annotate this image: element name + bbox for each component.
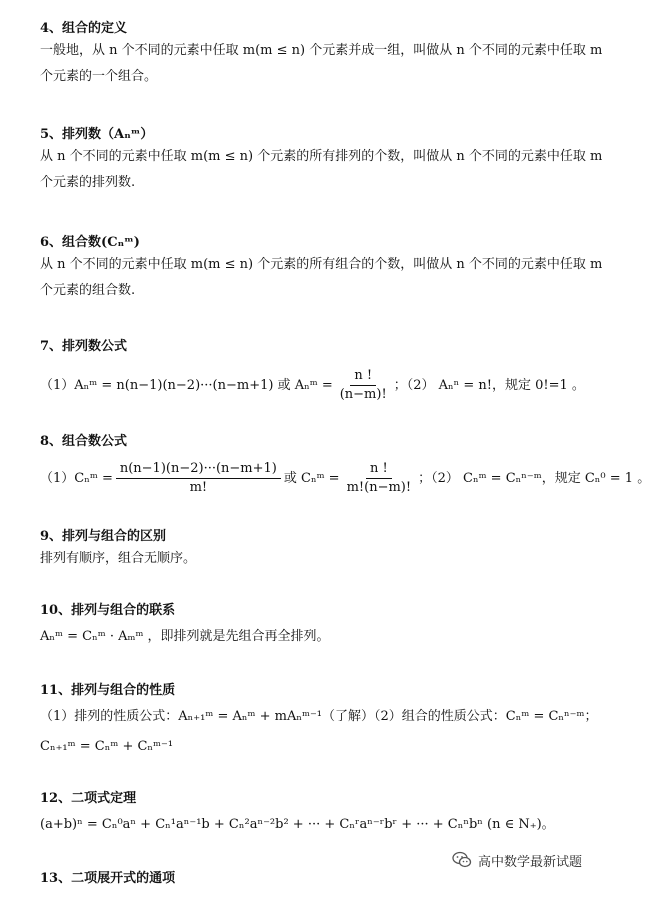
fraction-denominator: m! xyxy=(189,480,208,495)
section-relation xyxy=(40,602,610,650)
section-body: 从 n 个不同的元素中任取 m(m ≤ n) 个元素的所有排列的个数，叫做从 n 个不同的元素中任取 m 个元素的排列数. xyxy=(40,149,603,190)
section-heading: 10、排列与组合的联系 xyxy=(40,603,176,618)
fraction xyxy=(343,461,416,496)
section-body: Aₙᵐ = Cₙᵐ · Aₘᵐ ，即排列就是先组合再全排列。 xyxy=(40,629,330,644)
fraction-denominator: (n−m)! xyxy=(339,387,387,402)
section-general-term xyxy=(40,870,610,888)
section-heading: 7、排列数公式 xyxy=(40,339,128,354)
formula-text: ；（2） Cₙᵐ = Cₙⁿ⁻ᵐ，规定 Cₙ⁰ = 1 。 xyxy=(418,470,650,486)
fraction-numerator: n ! xyxy=(350,368,376,386)
section-heading: 6、组合数(Cₙᵐ) xyxy=(40,235,140,250)
watermark-label: 高中数学最新试题 xyxy=(478,853,583,869)
section-heading: 5、排列数（Aₙᵐ） xyxy=(40,127,154,142)
section-binomial-theorem xyxy=(40,790,610,838)
formula-line xyxy=(40,368,610,403)
section-heading: 13、二项展开式的通项 xyxy=(40,871,176,886)
section-heading: 11、排列与组合的性质 xyxy=(40,683,176,698)
section-body: Cₙ₊₁ᵐ = Cₙᵐ + Cₙᵐ⁻¹ xyxy=(40,739,174,754)
section-combination-formula xyxy=(40,433,650,496)
section-body: (a+b)ⁿ = Cₙ⁰aⁿ + Cₙ¹aⁿ⁻¹b + Cₙ²aⁿ⁻²b² + ··· + Cₙʳaⁿ⁻ʳbʳ + ··· + Cₙⁿbⁿ (n ∈ N₊)。 xyxy=(40,817,555,832)
section-body: 从 n 个不同的元素中任取 m(m ≤ n) 个元素的所有组合的个数，叫做从 n 个不同的元素中任取 m 个元素的组合数. xyxy=(40,257,603,298)
section-combination-definition xyxy=(40,20,610,90)
section-permutation-number xyxy=(40,126,610,196)
fraction-numerator: n(n−1)(n−2)···(n−m+1) xyxy=(116,461,281,479)
fraction-numerator: n ! xyxy=(366,461,392,479)
section-heading: 4、组合的定义 xyxy=(40,21,128,36)
section-heading: 9、排列与组合的区别 xyxy=(40,529,167,544)
section-combination-number xyxy=(40,234,610,304)
section-body: 排列有顺序，组合无顺序。 xyxy=(40,551,197,566)
section-permutation-formula xyxy=(40,338,610,403)
formula-text: 或 Cₙᵐ = xyxy=(283,470,340,486)
fraction-denominator: m!(n−m)! xyxy=(346,480,412,495)
wechat-icon xyxy=(452,851,472,869)
section-difference xyxy=(40,528,610,572)
fraction xyxy=(116,461,281,496)
section-body: 一般地，从 n 个不同的元素中任取 m(m ≤ n) 个元素并成一组，叫做从 n 个不同的元素中任取 m 个元素的一个组合。 xyxy=(40,43,603,84)
section-heading: 12、二项式定理 xyxy=(40,791,137,806)
section-properties xyxy=(40,682,610,760)
fraction xyxy=(336,368,391,403)
section-body: （1）排列的性质公式：Aₙ₊₁ᵐ = Aₙᵐ + mAₙᵐ⁻¹（了解）（2）组合的性质公式：Cₙᵐ = Cₙⁿ⁻ᵐ； xyxy=(40,709,598,724)
formula-text: （1）Cₙᵐ = xyxy=(40,470,113,486)
section-heading: 8、组合数公式 xyxy=(40,434,128,449)
formula-text: （1）Aₙᵐ = n(n−1)(n−2)···(n−m+1) 或 Aₙᵐ = xyxy=(40,377,333,393)
formula-line xyxy=(40,461,650,496)
wechat-watermark xyxy=(452,848,582,872)
formula-text: ；（2） Aₙⁿ = n!，规定 0!=1 。 xyxy=(393,377,585,393)
